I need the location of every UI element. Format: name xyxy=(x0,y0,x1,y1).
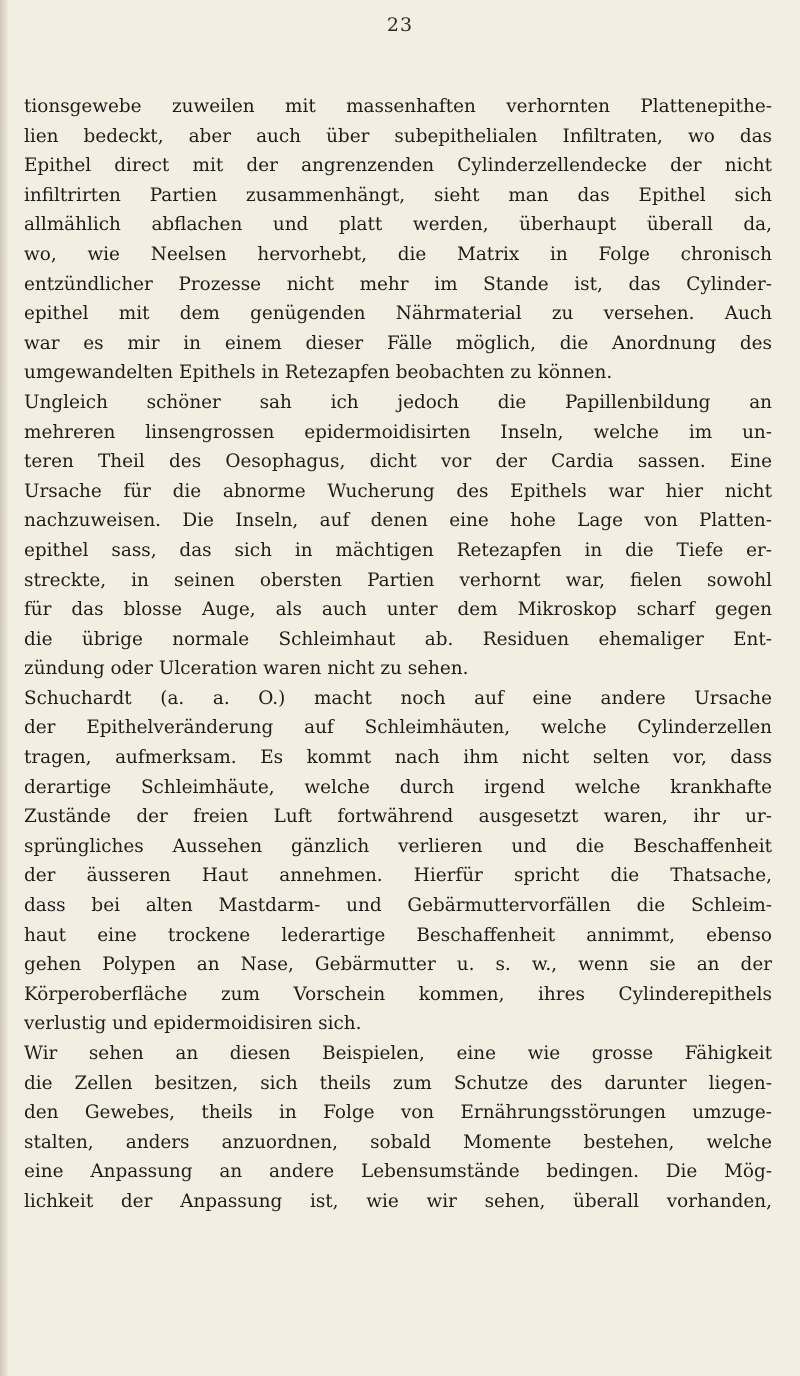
text-line: Schuchardt (a. a. O.) macht noch auf eine andere Ursache xyxy=(24,687,772,709)
text-line: epithel sass, das sich in mächtigen Retezapfen in die Tiefe er- xyxy=(24,539,772,561)
text-line: epithel mit dem genügenden Nährmaterial zu versehen. Auch xyxy=(24,303,772,325)
text-line: eine Anpassung an andere Lebensumstände bedingen. Die Mög- xyxy=(24,1161,772,1183)
text-line: allmählich abflachen und platt werden, überhaupt überall da, xyxy=(24,214,772,236)
text-line: teren Theil des Oesophagus, dicht vor der Cardia sassen. Eine xyxy=(24,451,772,473)
text-line: umgewandelten Epithels in Retezapfen beobachten zu können. xyxy=(24,362,613,384)
text-line: war es mir in einem dieser Fälle möglich, die Anordnung des xyxy=(24,332,772,354)
text-line: zündung oder Ulceration waren nicht zu sehen. xyxy=(24,658,469,680)
text-line: der äusseren Haut annehmen. Hierfür spricht die Thatsache, xyxy=(24,865,772,887)
text-line: mehreren linsengrossen epidermoidisirten Inseln, welche im un- xyxy=(24,421,772,443)
text-line: der Epithelveränderung auf Schleimhäuten, welche Cylinderzellen xyxy=(24,717,772,739)
text-line: infiltrirten Partien zusammenhängt, sieht man das Epithel sich xyxy=(24,184,772,206)
text-line: gehen Polypen an Nase, Gebärmutter u. s. w., wenn sie an der xyxy=(24,954,772,976)
text-line: nachzuweisen. Die Inseln, auf denen eine hohe Lage von Platten- xyxy=(24,510,772,532)
text-line: sprüngliches Aussehen gänzlich verlieren und die Beschaffenheit xyxy=(24,835,772,857)
page-edge-shadow xyxy=(0,0,8,1376)
text-line: die übrige normale Schleimhaut ab. Residuen ehemaliger Ent- xyxy=(24,628,772,650)
text-line: Ungleich schöner sah ich jedoch die Papillenbildung an xyxy=(24,391,772,413)
text-line: streckte, in seinen obersten Partien verhornt war, fielen sowohl xyxy=(24,569,772,591)
text-line: die Zellen besitzen, sich theils zum Schutze des darunter liegen- xyxy=(24,1072,772,1094)
body-text xyxy=(24,92,772,1217)
text-line: derartige Schleimhäute, welche durch irgend welche krankhafte xyxy=(24,776,772,798)
text-line: tragen, aufmerksam. Es kommt nach ihm nicht selten vor, dass xyxy=(24,747,772,769)
text-line: entzündlicher Prozesse nicht mehr im Stande ist, das Cylinder- xyxy=(24,273,772,295)
text-line: für das blosse Auge, als auch unter dem Mikroskop scharf gegen xyxy=(24,599,772,621)
text-line: verlustig und epidermoidisiren sich. xyxy=(24,1013,362,1035)
text-line: haut eine trockene lederartige Beschaffenheit annimmt, ebenso xyxy=(24,924,772,946)
text-line: dass bei alten Mastdarm- und Gebärmuttervorfällen die Schleim- xyxy=(24,895,772,917)
text-line: Körperoberfläche zum Vorschein kommen, ihres Cylinderepithels xyxy=(24,983,772,1005)
text-line: den Gewebes, theils in Folge von Ernährungsstörungen umzuge- xyxy=(24,1102,772,1124)
text-line: Ursache für die abnorme Wucherung des Epithels war hier nicht xyxy=(24,480,772,502)
text-line: lien bedeckt, aber auch über subepithelialen Infiltraten, wo das xyxy=(24,125,772,147)
page-number: 23 xyxy=(386,14,414,36)
text-line: Zustände der freien Luft fortwährend ausgesetzt waren, ihr ur- xyxy=(24,806,772,828)
text-line: tionsgewebe zuweilen mit massenhaften verhornten Plattenepithe- xyxy=(24,96,772,117)
text-line: Wir sehen an diesen Beispielen, eine wie grosse Fähigkeit xyxy=(24,1043,772,1064)
text-line: wo, wie Neelsen hervorhebt, die Matrix in Folge chronisch xyxy=(24,243,772,265)
text-line: Epithel direct mit der angrenzenden Cylinderzellendecke der nicht xyxy=(24,155,772,177)
text-line: stalten, anders anzuordnen, sobald Momente bestehen, welche xyxy=(24,1131,772,1153)
text-line: lichkeit der Anpassung ist, wie wir sehen, überall vorhanden, xyxy=(24,1190,772,1212)
